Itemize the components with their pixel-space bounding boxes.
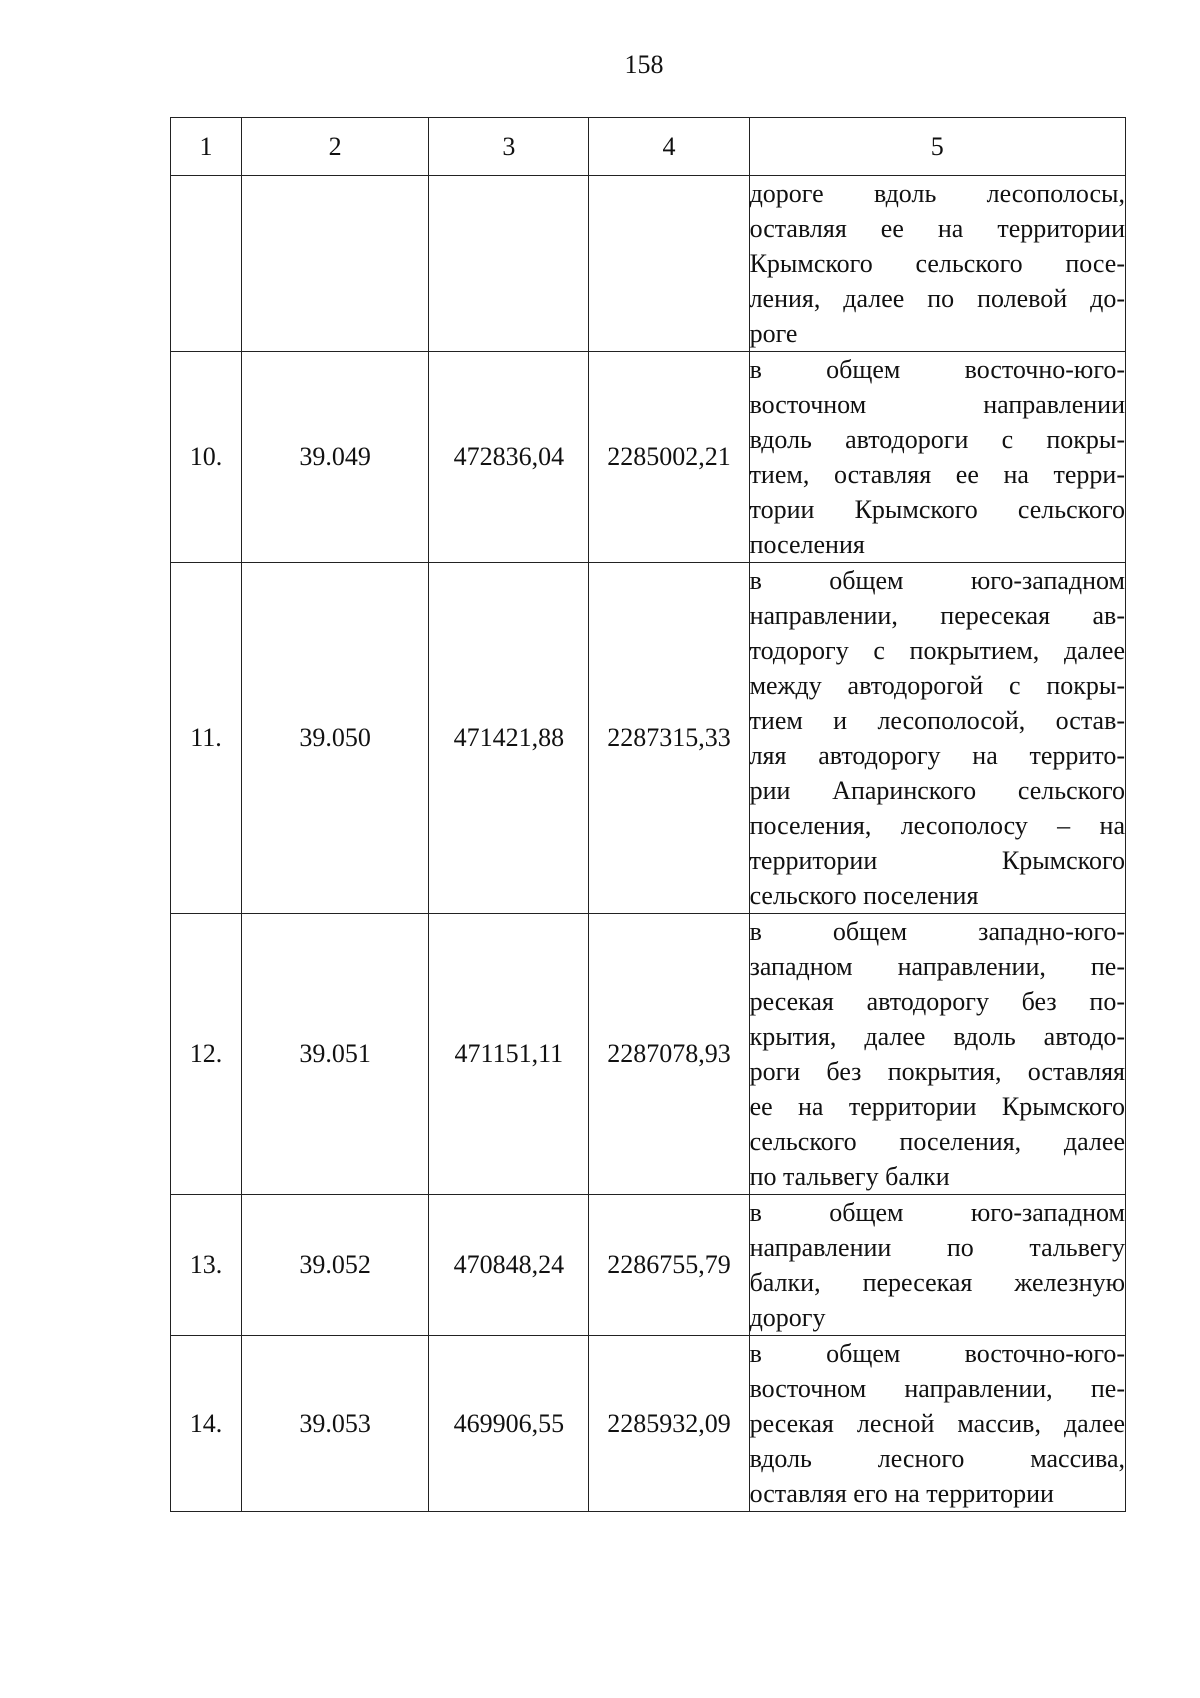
description-line: в общем восточно-юго- bbox=[749, 355, 1125, 384]
boundary-description-cell bbox=[749, 1336, 1125, 1512]
point-id-cell: 39.051 bbox=[242, 914, 429, 1195]
description-line: оставляя ее на территории bbox=[749, 214, 1125, 243]
description-line: восточном направлении bbox=[749, 390, 1125, 419]
coordinate-x-cell: 472836,04 bbox=[429, 352, 589, 563]
description-line: роге bbox=[749, 319, 798, 348]
point-id-cell: 39.049 bbox=[242, 352, 429, 563]
boundary-description-cell bbox=[749, 914, 1125, 1195]
coordinate-y-cell bbox=[589, 176, 749, 352]
description-line: в общем юго-западном bbox=[749, 1198, 1125, 1227]
description-line: ресекая автодорогу без по- bbox=[749, 987, 1125, 1016]
row-number-cell: 12. bbox=[171, 914, 242, 1195]
description-line: направлении, пересекая ав- bbox=[749, 601, 1125, 630]
row-number-cell: 14. bbox=[171, 1336, 242, 1512]
column-header-2: 2 bbox=[242, 118, 429, 176]
boundary-description-cell bbox=[749, 1195, 1125, 1336]
coordinate-x-cell: 471151,11 bbox=[429, 914, 589, 1195]
coordinate-y-cell: 2287078,93 bbox=[589, 914, 749, 1195]
coordinate-x-cell: 469906,55 bbox=[429, 1336, 589, 1512]
table-row bbox=[171, 1195, 1126, 1336]
row-number-cell: 10. bbox=[171, 352, 242, 563]
row-number-cell bbox=[171, 176, 242, 352]
description-line: поселения, лесополосу – на bbox=[749, 811, 1125, 840]
coordinate-y-cell: 2286755,79 bbox=[589, 1195, 749, 1336]
column-header-1: 1 bbox=[171, 118, 242, 176]
coordinate-y-cell: 2287315,33 bbox=[589, 563, 749, 914]
description-line: оставляя его на территории bbox=[749, 1479, 1054, 1508]
table-row bbox=[171, 563, 1126, 914]
point-id-cell: 39.053 bbox=[242, 1336, 429, 1512]
table-row bbox=[171, 914, 1126, 1195]
description-line: рии Апаринского сельского bbox=[749, 776, 1125, 805]
table-row bbox=[171, 352, 1126, 563]
table-row bbox=[171, 176, 1126, 352]
row-number-cell: 11. bbox=[171, 563, 242, 914]
coordinate-x-cell bbox=[429, 176, 589, 352]
description-line: дорогу bbox=[749, 1303, 826, 1332]
description-line: роги без покрытия, оставляя bbox=[749, 1057, 1125, 1086]
description-line: в общем западно-юго- bbox=[749, 917, 1125, 946]
coordinate-y-cell: 2285932,09 bbox=[589, 1336, 749, 1512]
description-line: территории Крымского bbox=[749, 846, 1125, 875]
description-line: ляя автодорогу на террито- bbox=[749, 741, 1125, 770]
description-line: западном направлении, пе- bbox=[749, 952, 1125, 981]
description-line: дороге вдоль лесополосы, bbox=[749, 179, 1125, 208]
description-line: между автодорогой с покры- bbox=[749, 671, 1125, 700]
boundary-description-cell bbox=[749, 176, 1125, 352]
table-row bbox=[171, 1336, 1126, 1512]
coordinate-x-cell: 471421,88 bbox=[429, 563, 589, 914]
description-line: вдоль лесного массива, bbox=[749, 1444, 1125, 1473]
table-body bbox=[171, 176, 1126, 1512]
boundary-description-cell bbox=[749, 563, 1125, 914]
table-header-row bbox=[171, 118, 1126, 176]
description-line: в общем юго-западном bbox=[749, 566, 1125, 595]
column-header-5: 5 bbox=[749, 118, 1125, 176]
column-header-3: 3 bbox=[429, 118, 589, 176]
description-line: восточном направлении, пе- bbox=[749, 1374, 1125, 1403]
description-line: направлении по тальвегу bbox=[749, 1233, 1125, 1262]
description-line: крытия, далее вдоль автодо- bbox=[749, 1022, 1125, 1051]
description-line: балки, пересекая железную bbox=[749, 1268, 1125, 1297]
boundary-points-table bbox=[170, 117, 1126, 1512]
boundary-description-cell bbox=[749, 352, 1125, 563]
row-number-cell: 13. bbox=[171, 1195, 242, 1336]
column-header-4: 4 bbox=[589, 118, 749, 176]
point-id-cell: 39.050 bbox=[242, 563, 429, 914]
description-line: вдоль автодороги с покры- bbox=[749, 425, 1125, 454]
point-id-cell bbox=[242, 176, 429, 352]
description-line: Крымского сельского посе- bbox=[749, 249, 1125, 278]
description-line: сельского поселения, далее bbox=[749, 1127, 1125, 1156]
page-number: 158 bbox=[624, 50, 664, 79]
description-line: по тальвегу балки bbox=[749, 1162, 950, 1191]
description-line: в общем восточно-юго- bbox=[749, 1339, 1125, 1368]
point-id-cell: 39.052 bbox=[242, 1195, 429, 1336]
description-line: ее на территории Крымского bbox=[749, 1092, 1125, 1121]
description-line: тодорогу с покрытием, далее bbox=[749, 636, 1125, 665]
description-line: ления, далее по полевой до- bbox=[749, 284, 1125, 313]
description-line: тории Крымского сельского bbox=[749, 495, 1125, 524]
coordinate-x-cell: 470848,24 bbox=[429, 1195, 589, 1336]
description-line: сельского поселения bbox=[749, 881, 979, 910]
description-line: поселения bbox=[749, 530, 865, 559]
description-line: ресекая лесной массив, далее bbox=[749, 1409, 1125, 1438]
description-line: тием и лесополосой, остав- bbox=[749, 706, 1125, 735]
coordinate-y-cell: 2285002,21 bbox=[589, 352, 749, 563]
description-line: тием, оставляя ее на терри- bbox=[749, 460, 1125, 489]
